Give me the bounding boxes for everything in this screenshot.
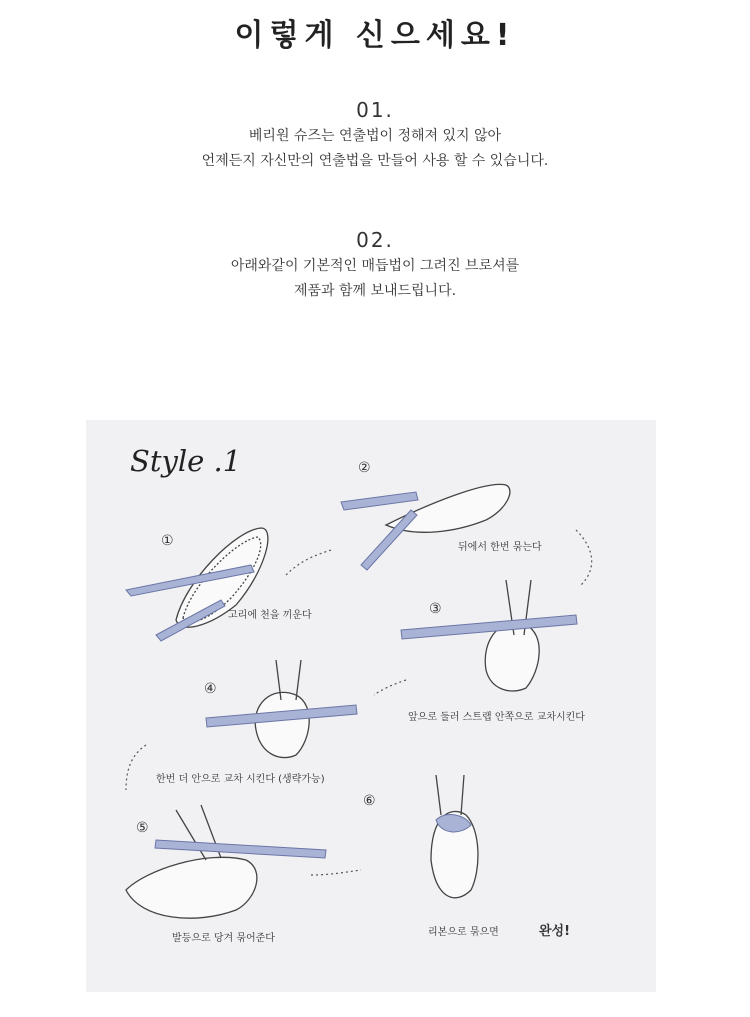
shoe-5 <box>126 857 257 918</box>
caption-1: 고리에 천을 끼운다 <box>228 610 312 621</box>
step-2-line-2: 제품과 함께 보내드립니다. <box>293 283 457 299</box>
arrow-2-3 <box>576 530 592 585</box>
step-mark-5: ⑤ <box>136 820 149 836</box>
caption-6a: 리본으로 묶으면 <box>428 927 499 938</box>
step-1-text <box>0 124 750 174</box>
step-mark-1: ① <box>161 533 174 549</box>
caption-6b: 완성! <box>539 924 571 939</box>
arrow-1-2 <box>286 550 331 575</box>
ribbon-2b <box>361 510 417 570</box>
arrow-4-5 <box>126 745 146 790</box>
step-1-number: 01. <box>356 98 394 122</box>
page-title: 이렇게 신으세요! <box>234 18 516 53</box>
shoe-4 <box>255 692 309 757</box>
shoe-3 <box>485 623 539 691</box>
caption-2: 뒤에서 한번 묶는다 <box>458 542 542 553</box>
style-title: Style .1 <box>130 444 242 478</box>
caption-3: 앞으로 둘러 스트랩 안쪽으로 교차시킨다 <box>408 712 585 723</box>
arrow-5-6 <box>311 870 361 875</box>
step-1-line-1: 베리원 슈즈는 연출법이 정해져 있지 않아 <box>248 128 502 144</box>
caption-5: 발등으로 당겨 묶어준다 <box>172 933 275 944</box>
step-2-number: 02. <box>356 228 394 252</box>
arrow-3-4 <box>374 680 406 695</box>
illustration-drawing <box>86 420 656 992</box>
step-mark-4: ④ <box>204 681 217 697</box>
step-mark-2: ② <box>358 460 371 476</box>
step-mark-3: ③ <box>429 601 442 617</box>
step-2-line-1: 아래와같이 기본적인 매듭법이 그려진 브로셔를 <box>230 258 520 274</box>
tying-guide-illustration <box>86 420 656 992</box>
step-2-text <box>0 254 750 304</box>
ribbon-5 <box>155 840 326 858</box>
step-1-line-2: 언제든지 자신만의 연출법을 만들어 사용 할 수 있습니다. <box>201 153 549 169</box>
caption-4: 한번 더 안으로 교차 시킨다 (생략가능) <box>156 774 325 785</box>
ribbon-3 <box>401 615 577 639</box>
leg-6 <box>436 775 464 815</box>
step-mark-6: ⑥ <box>363 793 376 809</box>
ribbon-2a <box>341 492 418 510</box>
